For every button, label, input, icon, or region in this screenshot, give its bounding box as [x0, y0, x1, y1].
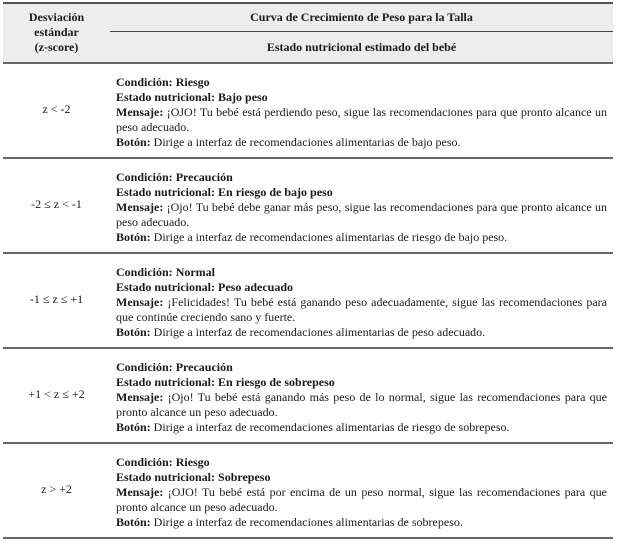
message-line [116, 390, 607, 420]
condition-label: Condición: [116, 75, 173, 89]
status-label: Estado nutricional: [116, 375, 216, 389]
condition-value: Riesgo [175, 75, 210, 89]
table-row [3, 349, 613, 444]
condition-line [116, 75, 607, 90]
message-value: ¡Felicidades! Tu bebé está ganando peso adecuadamente, sigue las recomendaciones para que continúe creciendo sano y fuerte. [116, 295, 608, 324]
header-subtitle: Estado nutricional estimado del bebé [266, 40, 457, 54]
table-row [3, 64, 613, 159]
header-divider [110, 31, 613, 32]
status-line [116, 185, 607, 200]
condition-label: Condición: [116, 265, 173, 279]
status-label: Estado nutricional: [116, 185, 216, 199]
condition-label: Condición: [116, 360, 173, 374]
condition-label: Condición: [116, 455, 173, 469]
status-label: Estado nutricional: [116, 470, 216, 484]
z-score-range: z < -2 [42, 102, 71, 116]
status-value: Peso adecuado [218, 280, 294, 294]
status-label: Estado nutricional: [116, 280, 216, 294]
message-value: ¡OJO! Tu bebé está perdiendo peso, sigue las recomendaciones para que pronto alcance un peso adecuado. [116, 105, 607, 134]
message-value: ¡Ojo! Tu bebé debe ganar más peso, sigue las recomendaciones para que pronto alcance un peso adecuado. [116, 200, 608, 229]
button-label: Botón: [116, 515, 151, 529]
status-value: Bajo peso [218, 90, 268, 104]
message-value: ¡Ojo! Tu bebé está ganando más peso de lo normal, sigue las recomendaciones para que pronto alcance un peso adecuado. [116, 390, 608, 419]
header-title: Curva de Crecimiento de Peso para la Talla [250, 10, 473, 24]
status-line [116, 375, 607, 390]
condition-line [116, 265, 607, 280]
condition-line [116, 455, 607, 470]
message-line [116, 200, 607, 230]
z-score-range: -1 ≤ z ≤ +1 [29, 292, 84, 306]
status-value: En riesgo de bajo peso [218, 185, 333, 199]
message-value: ¡OJO! Tu bebé está por encima de un peso normal, sigue las recomendaciones para que pronto alcance un peso adecuado. [116, 485, 607, 514]
message-label: Mensaje: [116, 200, 164, 214]
condition-value: Precaución [175, 170, 233, 184]
table-row [3, 444, 613, 539]
button-label: Botón: [116, 135, 151, 149]
message-label: Mensaje: [116, 295, 164, 309]
status-line [116, 90, 607, 105]
condition-value: Precaución [175, 360, 233, 374]
header-z-score [3, 10, 110, 55]
button-line [116, 325, 607, 340]
button-label: Botón: [116, 230, 151, 244]
status-description [116, 265, 607, 340]
condition-line [116, 170, 607, 185]
status-description [116, 75, 607, 150]
condition-value: Riesgo [175, 455, 210, 469]
button-line [116, 230, 607, 245]
message-label: Mensaje: [116, 105, 164, 119]
button-value: Dirige a interfaz de recomendaciones alimentarias de bajo peso. [153, 135, 461, 149]
status-value: Sobrepeso [218, 470, 271, 484]
button-label: Botón: [116, 325, 151, 339]
condition-label: Condición: [116, 170, 173, 184]
message-label: Mensaje: [116, 390, 164, 404]
table-header [3, 2, 613, 64]
status-description [116, 170, 607, 245]
z-score-range: +1 < z ≤ +2 [28, 387, 85, 401]
button-value: Dirige a interfaz de recomendaciones alimentarias de riesgo de sobrepeso. [153, 420, 510, 434]
button-line [116, 420, 607, 435]
button-label: Botón: [116, 420, 151, 434]
message-line [116, 485, 607, 515]
table-row [3, 254, 613, 349]
status-value: En riesgo de sobrepeso [218, 375, 335, 389]
header-z-line2: estándar [34, 25, 79, 39]
status-label: Estado nutricional: [116, 90, 216, 104]
status-line [116, 470, 607, 485]
message-line [116, 295, 607, 325]
z-score-range: -2 ≤ z < -1 [31, 197, 82, 211]
button-line [116, 135, 607, 150]
status-description [116, 455, 607, 530]
header-z-line3: (z-score) [34, 40, 79, 54]
header-z-line1: Desviación [28, 10, 85, 24]
button-value: Dirige a interfaz de recomendaciones alimentarias de peso adecuado. [153, 325, 486, 339]
button-line [116, 515, 607, 530]
condition-line [116, 360, 607, 375]
message-label: Mensaje: [116, 485, 164, 499]
nutrition-status-table [3, 2, 613, 539]
button-value: Dirige a interfaz de recomendaciones alimentarias de riesgo de bajo peso. [153, 230, 508, 244]
status-line [116, 280, 607, 295]
status-description [116, 360, 607, 435]
condition-value: Normal [175, 265, 216, 279]
button-value: Dirige a interfaz de recomendaciones alimentarias de sobrepeso. [153, 515, 463, 529]
table-row [3, 159, 613, 254]
z-score-range: z > +2 [41, 482, 72, 496]
message-line [116, 105, 607, 135]
